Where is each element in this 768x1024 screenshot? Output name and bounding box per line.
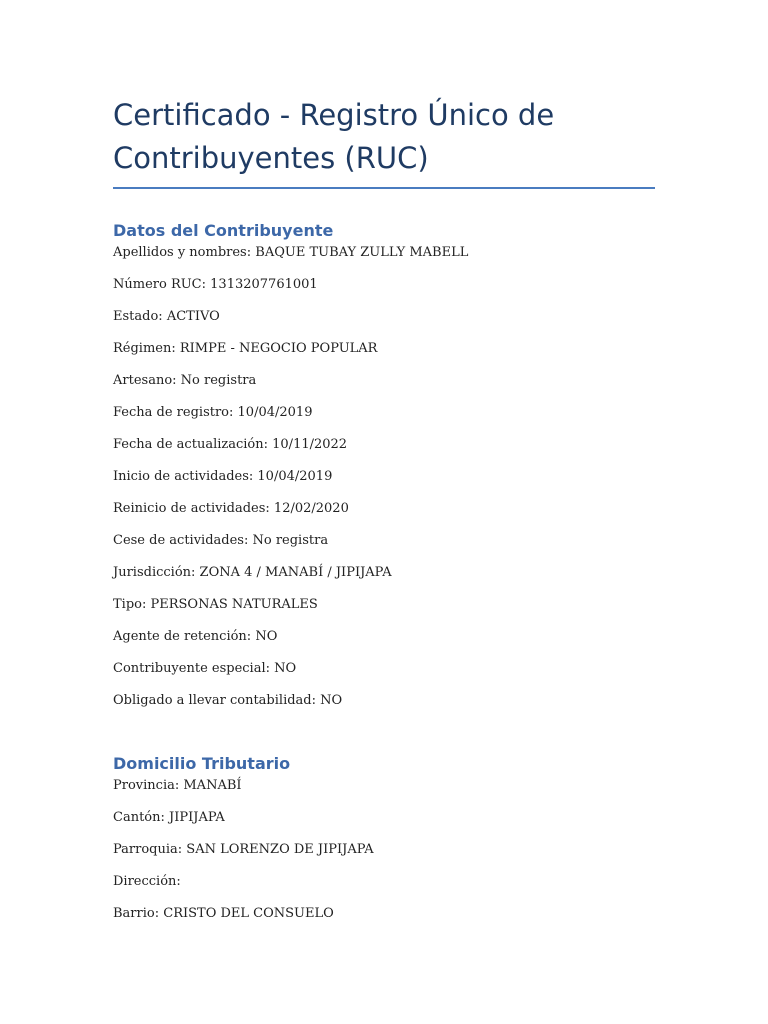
field-value: CRISTO DEL CONSUELO	[163, 906, 334, 921]
field-value: PERSONAS NATURALES	[150, 597, 318, 612]
field-value: 1313207761001	[210, 277, 318, 292]
field-barrio	[113, 905, 768, 937]
field-label: Inicio de actividades:	[113, 469, 254, 484]
field-value: NO	[255, 629, 278, 644]
field-value: No registra	[180, 373, 257, 388]
field-regimen	[113, 340, 768, 372]
field-label: Parroquia:	[113, 842, 183, 857]
field-label: Contribuyente especial:	[113, 661, 271, 676]
field-label: Fecha de actualización:	[113, 437, 268, 452]
field-value: No registra	[252, 533, 329, 548]
field-value: JIPIJAPA	[169, 810, 225, 825]
title-divider	[113, 187, 655, 189]
field-value: RIMPE - NEGOCIO POPULAR	[179, 341, 378, 356]
field-value: BAQUE TUBAY ZULLY MABELL	[255, 245, 469, 260]
field-label: Cese de actividades:	[113, 533, 249, 548]
field-numero-ruc	[113, 276, 768, 308]
field-value: NO	[320, 693, 343, 708]
field-label: Cantón:	[113, 810, 165, 825]
field-reinicio-actividades	[113, 500, 768, 532]
field-contribuyente-especial	[113, 660, 768, 692]
field-apellidos-nombres	[113, 244, 768, 276]
field-value: 10/04/2019	[237, 405, 313, 420]
field-value: 12/02/2020	[273, 501, 349, 516]
field-canton	[113, 809, 768, 841]
field-value: NO	[274, 661, 297, 676]
field-value: SAN LORENZO DE JIPIJAPA	[186, 842, 374, 857]
field-obligado-contabilidad	[113, 692, 768, 724]
field-direccion	[113, 873, 768, 905]
field-value: ACTIVO	[166, 309, 220, 324]
field-label: Número RUC:	[113, 277, 207, 292]
field-label: Barrio:	[113, 906, 160, 921]
field-value: 10/11/2022	[272, 437, 348, 452]
section-datos-contribuyente	[113, 244, 768, 724]
field-label: Reinicio de actividades:	[113, 501, 270, 516]
field-label: Agente de retención:	[113, 629, 252, 644]
field-label: Tipo:	[113, 597, 147, 612]
field-label: Jurisdicción:	[113, 565, 196, 580]
field-provincia	[113, 777, 768, 809]
field-label: Dirección:	[113, 874, 181, 889]
field-fecha-actualizacion	[113, 436, 768, 468]
section-domicilio-tributario	[113, 777, 768, 937]
section-heading-domicilio-tributario: Domicilio Tributario	[113, 754, 291, 773]
page-title: Certificado - Registro Único de Contribuyentes (RUC)	[113, 98, 555, 175]
field-label: Obligado a llevar contabilidad:	[113, 693, 317, 708]
field-inicio-actividades	[113, 468, 768, 500]
field-label: Artesano:	[113, 373, 177, 388]
field-value: ZONA 4 / MANABÍ / JIPIJAPA	[199, 565, 392, 580]
section-heading-datos-contribuyente: Datos del Contribuyente	[113, 221, 334, 240]
field-fecha-registro	[113, 404, 768, 436]
field-estado	[113, 308, 768, 340]
field-value: MANABÍ	[183, 778, 242, 793]
field-label: Régimen:	[113, 341, 176, 356]
field-tipo	[113, 596, 768, 628]
field-cese-actividades	[113, 532, 768, 564]
field-artesano	[113, 372, 768, 404]
field-agente-retencion	[113, 628, 768, 660]
field-jurisdiccion	[113, 564, 768, 596]
field-label: Provincia:	[113, 778, 180, 793]
field-label: Fecha de registro:	[113, 405, 234, 420]
field-value: 10/04/2019	[257, 469, 333, 484]
field-parroquia	[113, 841, 768, 873]
field-label: Apellidos y nombres:	[113, 245, 252, 260]
field-label: Estado:	[113, 309, 163, 324]
